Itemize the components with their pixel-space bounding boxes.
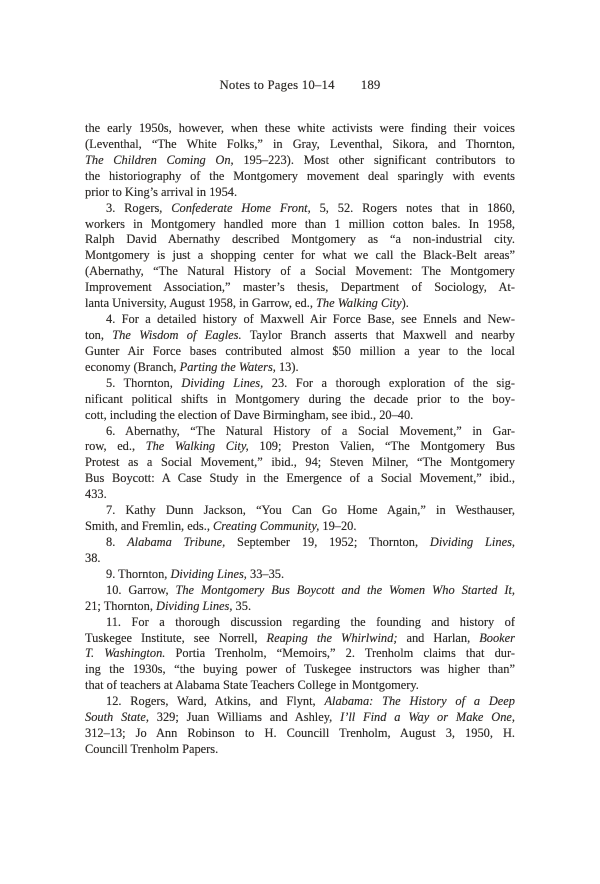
- note-line: [85, 726, 515, 742]
- note-line-italic-text: I’ll Find a Way or Make One,: [340, 710, 515, 725]
- note-line-text: row, ed.,: [85, 439, 146, 454]
- note-line-text: 10. Garrow,: [106, 582, 176, 597]
- note-line: [85, 360, 515, 376]
- note-line: [85, 567, 515, 583]
- note-line-text: 5, 52. Rogers notes that in 1860,: [310, 200, 515, 215]
- note-line: [85, 392, 515, 408]
- note-line-text: 312–13; Jo Ann Robinson to H. Councill Trenholm, August 3, 1950, H.: [85, 726, 515, 741]
- note-line: [85, 455, 515, 471]
- note-line-text: 433.: [85, 487, 107, 502]
- note-line: [85, 408, 515, 424]
- note-line-italic-text: Dividing Lines,: [181, 375, 264, 390]
- note-line-text: cott, including the election of Dave Birmingham, see ibid., 20–40.: [85, 407, 414, 422]
- note-line-text: 33–35.: [246, 566, 285, 581]
- note-line: [85, 471, 515, 487]
- note-line-italic-text: Confederate Home Front,: [171, 200, 311, 215]
- note-line-text: ing the 1930s, “the buying power of Tuskegee instructors was higher than”: [85, 662, 515, 677]
- note-line-text: economy (Branch,: [85, 359, 180, 374]
- running-head-title: Notes to Pages 10–14: [219, 78, 335, 92]
- note-line: [85, 121, 515, 137]
- note-line-text: (Abernathy, “The Natural History of a Social Movement: The Montgomery: [85, 264, 515, 279]
- note-line-text: 329; Juan Williams and Ashley,: [148, 710, 341, 725]
- note-line: [85, 646, 515, 662]
- note-line-text: 7. Kathy Dunn Jackson, “You Can Go Home Again,” in Westhauser,: [106, 503, 515, 518]
- note-line-text: 38.: [85, 550, 101, 565]
- note-line-text: Gunter Air Force bases contributed almost $50 million a year to the local: [85, 343, 515, 358]
- note-line: [85, 280, 515, 296]
- note-line: [85, 201, 515, 217]
- note-line-text: the early 1950s, however, when these white activists were finding their voices: [85, 121, 515, 135]
- note-line-italic-text: Dividing Lines,: [170, 566, 247, 581]
- note-line-text: (Leventhal, “The White Folks,” in Gray, Leventhal, Sikora, and Thornton,: [85, 136, 515, 151]
- note-line-text: Improvement Association,” master’s thesis, Department of Sociology, At-: [85, 280, 515, 295]
- note-line-text: Smith, and Fremlin, eds.,: [85, 519, 214, 534]
- note-line: [85, 328, 515, 344]
- note-line-italic-text: South State,: [85, 710, 149, 725]
- note-line-text: 19–20.: [319, 519, 357, 534]
- note-line: [85, 376, 515, 392]
- note-line-text: Councill Trenholm Papers.: [85, 741, 219, 756]
- note-line-text: 11. For a thorough discussion regarding the founding and history of: [106, 614, 515, 629]
- note-line-text: 12. Rogers, Ward, Atkins, and Flynt,: [106, 694, 325, 709]
- note-line: [85, 296, 515, 312]
- note-line-text: 23. For a thorough exploration of the sig-: [263, 375, 515, 390]
- note-line-text: lanta University, August 1958, in Garrow, ed.,: [85, 296, 317, 311]
- note-line: [85, 519, 515, 535]
- note-line: [85, 137, 515, 153]
- note-line-italic-text: The Montgomery Bus Boycott and the Women Who Started It,: [175, 582, 515, 597]
- note-line: [85, 694, 515, 710]
- note-line: [85, 631, 515, 647]
- note-line-italic-text: Dividing Lines,: [156, 598, 233, 613]
- note-line-text: nificant political shifts in Montgomery during the decade prior to the boy-: [85, 391, 515, 406]
- note-line-italic-text: T. Washington.: [85, 646, 166, 661]
- note-line-italic-text: The Walking City,: [145, 439, 249, 454]
- note-line: [85, 615, 515, 631]
- note-line: [85, 535, 515, 551]
- note-line-text: 109; Preston Valien, “The Montgomery Bus: [248, 439, 515, 454]
- note-line-text: 21; Thornton,: [85, 598, 157, 613]
- note-line-text: Bus Boycott: A Case Study in the Emergence of a Social Movement,” ibid.,: [85, 471, 515, 486]
- note-line: [85, 503, 515, 519]
- note-line-italic-text: The Children Coming On,: [85, 152, 234, 167]
- note-line: [85, 169, 515, 185]
- note-line-italic-text: Dividing Lines,: [429, 534, 515, 549]
- note-line-italic-text: Reaping the Whirlwind;: [266, 630, 398, 645]
- note-line: [85, 312, 515, 328]
- note-line-text: prior to King’s arrival in 1954.: [85, 184, 238, 199]
- note-line-text: 3. Rogers,: [106, 200, 172, 215]
- note-line: [85, 439, 515, 455]
- note-line-text: Montgomery is just a shopping center for what we call the Black-Belt areas”: [85, 248, 515, 263]
- note-line-text: ).: [401, 296, 409, 311]
- note-line-text: Ralph David Abernathy described Montgomery as “a non-industrial city.: [85, 232, 515, 247]
- note-line: [85, 232, 515, 248]
- note-line: [85, 551, 515, 567]
- note-line-italic-text: Parting the Waters,: [179, 359, 276, 374]
- note-line-text: Taylor Branch asserts that Maxwell and nearby: [241, 327, 515, 342]
- note-line-text: workers in Montgomery handled more than 1 million cotton bales. In 1958,: [85, 216, 515, 231]
- note-line-text: 35.: [232, 598, 252, 613]
- note-line-italic-text: Booker: [479, 630, 515, 645]
- note-line: [85, 678, 515, 694]
- note-line: [85, 264, 515, 280]
- note-line-italic-text: Alabama: The History of a Deep: [324, 694, 515, 709]
- note-line-text: Portia Trenholm, “Memoirs,” 2. Trenholm claims that dur-: [165, 646, 515, 661]
- note-line-text: 13).: [275, 359, 299, 374]
- note-line: [85, 217, 515, 233]
- note-line-text: the historiography of the Montgomery movement deal sparingly with events: [85, 168, 515, 183]
- note-line-text: 8.: [106, 534, 128, 549]
- note-line-text: ton,: [85, 327, 113, 342]
- note-line-italic-text: Alabama Tribune,: [127, 534, 226, 549]
- note-line-text: 195–223). Most other significant contributors to: [233, 152, 515, 167]
- note-line: [85, 424, 515, 440]
- note-line: [85, 583, 515, 599]
- note-line: [85, 710, 515, 726]
- note-line-text: 9. Thornton,: [106, 566, 171, 581]
- note-line-text: Protest as a Social Movement,” ibid., 94; Steven Milner, “The Montgomery: [85, 455, 515, 470]
- note-line-text: 6. Abernathy, “The Natural History of a Social Movement,” in Gar-: [106, 423, 515, 438]
- note-line-italic-text: Creating Community,: [213, 519, 320, 534]
- page-number: 189: [360, 78, 381, 92]
- note-line: [85, 185, 515, 201]
- note-line: [85, 344, 515, 360]
- note-line-text: and Harlan,: [397, 630, 480, 645]
- note-line-text: Tuskegee Institute, see Norrell,: [85, 630, 267, 645]
- note-line-text: 5. Thornton,: [106, 375, 182, 390]
- note-line: [85, 487, 515, 503]
- notes-text-block: [85, 121, 515, 758]
- note-line: [85, 153, 515, 169]
- note-line-text: that of teachers at Alabama State Teachers College in Montgomery.: [85, 678, 419, 693]
- note-line-italic-text: The Wisdom of Eagles.: [112, 327, 242, 342]
- note-line-text: 4. For a detailed history of Maxwell Air Force Base, see Ennels and New-: [106, 312, 515, 327]
- note-line: [85, 248, 515, 264]
- running-header: [0, 77, 600, 93]
- note-line: [85, 599, 515, 615]
- note-line-italic-text: The Walking City: [316, 296, 402, 311]
- note-line: [85, 662, 515, 678]
- note-line: [85, 742, 515, 758]
- note-line-text: September 19, 1952; Thornton,: [225, 534, 430, 549]
